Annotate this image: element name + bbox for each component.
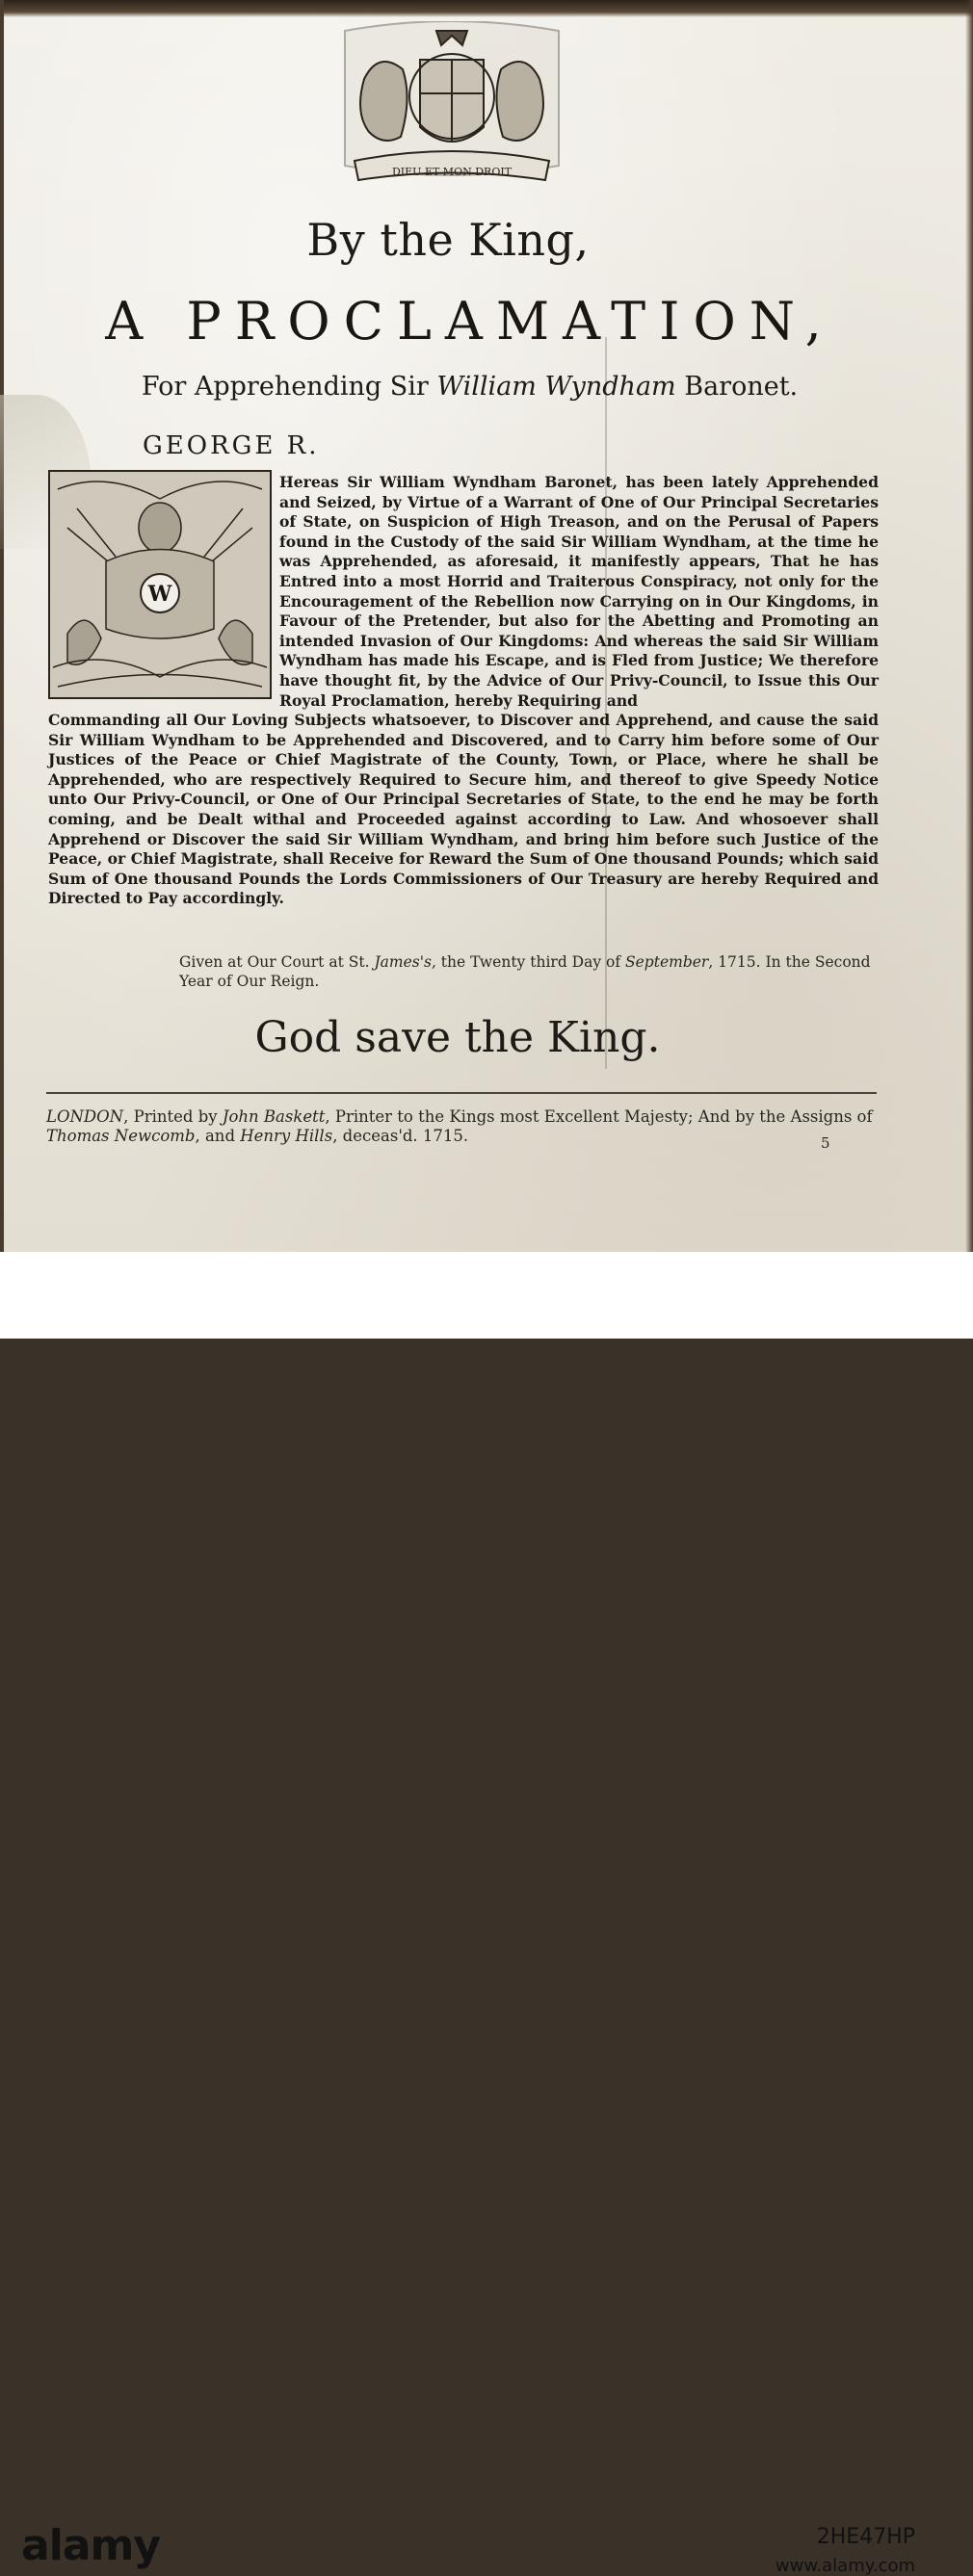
imprint-printer: John Baskett [222,1107,326,1126]
proclamation-body-lower: Commanding all Our Loving Subjects whatsoever, to Discover and Apprehend, and cause the said Sir William Wyndham to be Apprehended and Discovered, and to Carry him before some of Our Justices of the Peace or Chief Magistrate of the County, Town, or Place, where he shall be Apprehended, who are respectively Required to Secure him, and thereof to give Speedy Notice unto Our Privy-Council, or One of Our Principal Secretaries of State, to the end he may be forth coming, and be Dealt withal and Proceeded against according to Law. And whosoever shall Apprehend or Discover the said Sir William Wyndham, and bring him before such Justice of the Peace, or Chief Magistrate, shall Receive for Reward the Sum of One thousand Pounds; which said Sum of One thousand Pounds the Lords Commissioners of Our Treasury are hereby Required and Directed to Pay accordingly. [48,711,879,908]
proclamation-body-upper: Hereas Sir William Wyndham Baronet, has been lately Apprehended and Seized, by Virtue of a Warrant of One of Our Principal Secretaries of State, on Suspicion of High Treason, and on the Perusal of Papers found in the Custody of the said Sir William Wyndham, at the time he was Apprehended, as aforesaid, it manifestly appears, That he has Entred into a most Horrid and Traiterous Conspiracy, not only for the Encouragement of the Rebellion now Carrying on in Our Kingdoms, in Favour of the Pretender, but also for the Abetting and Promoting an intended Invasion of Our Kingdoms: And whereas the said Sir William Wyndham has made his Escape, and is Fled from Justice; We therefore have thought fit, by the Advice of Our Privy-Council, to Issue this Our Royal Proclamation, hereby Requiring and [279,473,879,710]
decorated-initial-icon [48,470,272,699]
royal-coat-of-arms-icon [326,21,578,193]
proclamation-sheet [0,0,973,1252]
printer-imprint [46,1107,877,1146]
frame-right-edge [965,0,973,1252]
imprint-part-6: , and [195,1127,241,1145]
proclamation-title: A PROCLAMATION, [105,291,835,351]
imprint-assign-2: Henry Hills [240,1127,333,1145]
subtitle-prefix: For Apprehending Sir [141,372,437,402]
imprint-divider [46,1092,877,1094]
imprint-part-4: , Printer to the Kings most Excellent Majesty; And by the Assigns of [325,1107,873,1126]
subtitle-name: William Wyndham [436,372,676,402]
subtitle-suffix: Baronet. [675,372,799,402]
proclamation-subtitle [0,372,939,402]
given-at-court-line [179,952,881,991]
given-part-1: Given at Our Court at St. [179,953,375,971]
given-place: James's [374,953,432,971]
imprint-assign-1: Thomas Newcomb [46,1127,196,1145]
imprint-part-2: , Printed by [123,1107,223,1126]
given-month: September [625,953,709,971]
svg-text:DIEU ET MON DROIT: DIEU ET MON DROIT [391,166,513,178]
sovereign-signature: GEORGE R. [143,431,320,460]
signature-mark: 5 [821,1134,830,1152]
heading-by-the-king: By the King, [306,214,590,266]
stock-url: www.alamy.com [775,2556,915,2576]
svg-text:W: W [147,582,172,607]
frame-left-edge [0,0,4,1252]
given-part-5: , 1715. In the Second Year of Our Reign. [179,953,871,990]
stock-image-id: 2HE47HP [816,2525,915,2549]
closing-god-save-the-king: God save the King. [254,1013,661,1062]
imprint-part-8: , deceas'd. 1715. [332,1127,469,1145]
imprint-city: LONDON [46,1107,124,1126]
stock-footer-band [0,1252,973,2576]
stock-brand-logo: alamy [21,2521,160,2570]
frame-top-edge [0,0,973,17]
given-part-3: , the Twenty third Day of [431,953,626,971]
